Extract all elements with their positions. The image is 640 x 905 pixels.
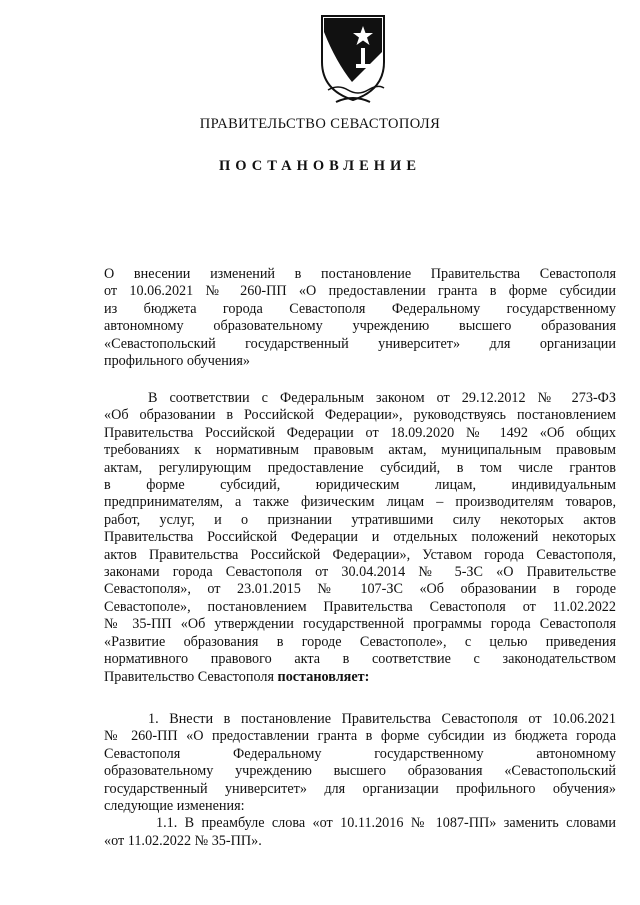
preamble-line: № 35-ПП «Об утверждении государственной программы города Севастополя	[104, 616, 616, 633]
item-line: образовательному учреждению высшего образования «Севастопольский	[104, 763, 616, 780]
subject-line: профильного обучения»	[104, 353, 251, 370]
item-1-paragraph	[104, 711, 616, 850]
preamble-line: Правительство Севастополя	[104, 668, 274, 685]
document-subject	[104, 266, 616, 370]
preamble-line: актам, регулирующим предоставление субсидий, в том числе грантов	[104, 459, 616, 476]
preamble-line: Правительства Российской Федерации от 18.09.2020 № 1492 «Об общих	[104, 424, 616, 441]
subject-line: «Севастопольский государственный университет» для организации	[104, 335, 616, 352]
item-line: следующие изменения:	[104, 798, 245, 815]
preamble-line: Севастополе», постановлением Правительства Севастополя от 11.02.2022	[104, 598, 616, 615]
preamble-line: законами города Севастополя от 30.04.2014 № 5-ЗС «О Правительстве	[104, 564, 616, 581]
item-line: государственный университет» для организации профильного обучения»	[104, 780, 616, 797]
subject-line: из бюджета города Севастополя Федеральному государственному	[104, 300, 616, 317]
document-type-heading: ПОСТАНОВЛЕНИЕ	[218, 158, 421, 174]
preamble-line: предпринимателям, а также физическим лицам – производителям товаров,	[104, 494, 616, 511]
item-line: № 260-ПП «О предоставлении гранта в форме субсидии из бюджета города	[104, 728, 616, 745]
preamble-line: «Об образовании в Российской Федерации», руководствуясь постановлением	[104, 407, 616, 424]
subject-line: автономному образовательному учреждению высшего образования	[104, 318, 616, 335]
subitem-1-1-line: «от 11.02.2022 № 35-ПП».	[104, 832, 262, 849]
item-line: 1. Внести в постановление Правительства Севастополя от 10.06.2021	[148, 711, 616, 727]
subject-line: от 10.06.2021 № 260-ПП «О предоставлении гранта в форме субсидии	[104, 283, 616, 300]
subitem-1-1-line: 1.1. В преамбуле слова «от 10.11.2016 № 1087-ПП» заменить словами	[156, 815, 616, 832]
sevastopol-coat-of-arms-emblem	[318, 12, 388, 104]
preamble-line: Севастополя», от 23.01.2015 № 107-ЗС «Об образовании в городе	[104, 581, 616, 598]
preamble-line: Правительства Российской Федерации и отдельных положений некоторых	[104, 529, 616, 546]
preamble-paragraph	[104, 390, 616, 686]
government-title: ПРАВИТЕЛЬСТВО СЕВАСТОПОЛЯ	[199, 116, 441, 132]
preamble-line: актов Правительства Российской Федерации», Уставом города Севастополя,	[104, 546, 616, 563]
preamble-line: в форме субсидий, юридическим лицам, индивидуальным	[104, 477, 616, 494]
preamble-line: нормативного правового акта в соответствие с законодательством	[104, 651, 616, 668]
preamble-line: требованиях к нормативным правовым актам, муниципальным правовым	[104, 442, 616, 459]
preamble-line: «Развитие образования в городе Севастополе», с целью приведения	[104, 633, 616, 650]
preamble-line: В соответствии с Федеральным законом от 29.12.2012 № 273-ФЗ	[148, 390, 616, 406]
item-line: Севастополя Федеральному государственному автономному	[104, 745, 616, 762]
preamble-line: работ, услуг, и о признании утратившими силу некоторых актов	[104, 511, 616, 528]
preamble-last-line	[104, 669, 616, 686]
subject-line: О внесении изменений в постановление Правительства Севастополя	[104, 266, 616, 282]
resolves-keyword: постановляет:	[277, 668, 370, 685]
